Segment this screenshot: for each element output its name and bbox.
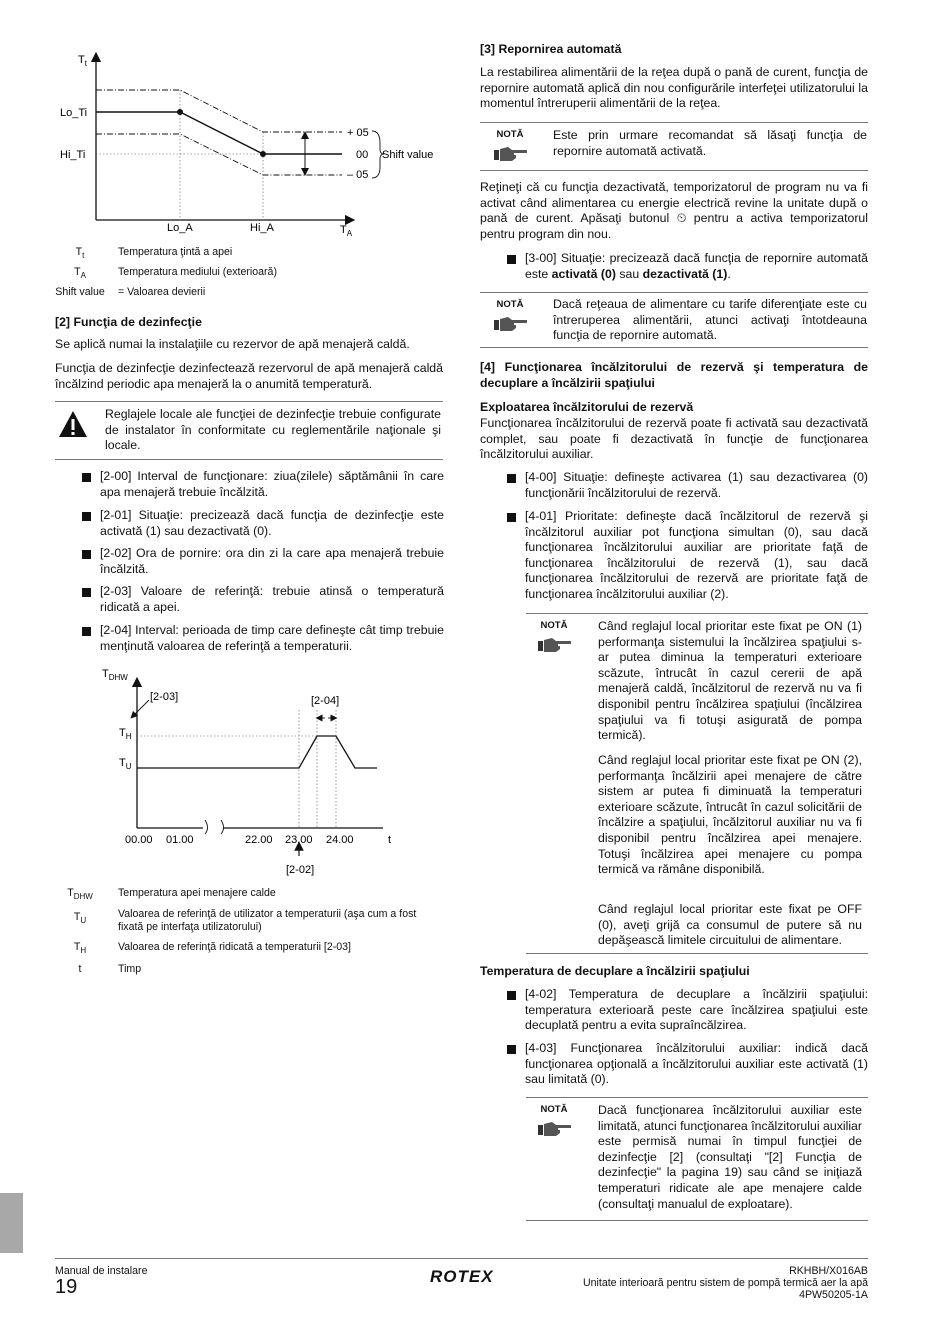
tick-22: 22.00 <box>245 834 273 846</box>
legend-text: Temperatura apei menajere calde <box>118 887 276 899</box>
legend-sym: $T_H$ <box>73 941 87 956</box>
tick-hi-a: Hi_A <box>250 222 274 234</box>
shift-plus-line <box>96 90 342 132</box>
legend-1 <box>50 246 450 306</box>
legend-text: = Valoarea devierii <box>118 286 206 298</box>
note-box <box>480 292 868 348</box>
tick-lo-a: Lo_A <box>167 222 193 234</box>
section-2-heading: [2] Funcţia de dezinfecţie <box>55 315 202 329</box>
note-label: NOTĂ <box>540 1104 568 1115</box>
y-axis-label: $T_t$ <box>78 54 87 68</box>
label-2-04: [2-04] <box>311 695 340 707</box>
paragraph: Funcţionarea încălzitorului de rezervă poate fi activată sau dezactivată complet, sau poate fi dezactivată în funcţie de funcţionarea încălzitorului auxiliar. <box>480 416 868 462</box>
label-shift-value: Shift value <box>382 149 434 161</box>
note-text: Dacă funcţionarea încălzitorului auxiliar este limitată, atunci funcţionarea încălzitorului auxiliar este permisă numai în timpul funcţiei de dezinfecţie [2] (consultaţi "[2] Funcţia de dezinfecţie" la pagina 19) sau când se iniţiază temperaturi ridicate ale ape menajere calde (consultaţi manualul de exploatare). <box>598 1103 862 1211</box>
note-label: NOTĂ <box>496 299 524 310</box>
tick-24: 24.00 <box>326 834 354 846</box>
legend-text: Valoarea de referinţă de utilizator a temperaturii (aşa cum a fost fixată pe interfaţa utilizatorului) <box>118 908 417 933</box>
disinfection-chart <box>55 660 435 885</box>
legend-sym: $T_t$ <box>75 246 85 261</box>
note-text: Dacă reţeaua de alimentare cu tarife diferenţiate este cu întreruperea alimentării, atunci activaţi întotdeauna funcţia de repornire automată. <box>553 297 867 343</box>
warning-text: Reglajele locale ale funcţiei de dezinfecţie trebuie configurate de instalator în conformitate cu reglementările naţionale şi locale. <box>105 407 441 453</box>
note-box <box>526 1097 868 1221</box>
legend-sym: $T_U$ <box>73 911 87 926</box>
footer-desc: Unitate interioară pentru sistem de pompă termică aer la apă <box>582 1277 868 1289</box>
y-axis-label: $T_{DHW}$ <box>102 668 128 682</box>
tick-23: 23.00 <box>285 834 313 846</box>
temperature-line <box>137 736 377 768</box>
paragraph: La restabilirea alimentării de la reţea după o pană de curent, funcţia de repornire automată aplică din nou configurările interfeţei utilizatorului la momentul întreruperii alimentării de la reţea. <box>480 65 868 111</box>
pointing-hand-icon <box>538 1120 572 1138</box>
pointing-hand-icon <box>494 145 528 163</box>
legend-sym: t <box>78 963 82 975</box>
point-hi <box>260 151 266 157</box>
note-text: Când reglajul local prioritar este fixat pe ON (2), performanţa încălzirii apei menajere de către sistem ar putea fi diminuată la temperaturi exterioare scăzute, întrucât în cazul solicitării de încălzire a spaţiului, încălzitorul auxiliar nu va fi disponibil pentru încălzirea apei menajere. Totuşi încălzirea apei menajere cu pompa termică va rămâne disponibilă. <box>598 753 862 877</box>
label-plus: + 05 <box>347 127 369 139</box>
tick-t: t <box>388 834 392 846</box>
footer-manual: Manual de instalare <box>55 1265 148 1277</box>
page-number: 19 <box>55 1276 78 1298</box>
legend-sym: $T_A$ <box>74 266 86 281</box>
subheading: Temperatura de decuplare a încălzirii spaţiului <box>480 964 750 978</box>
tick-hi-ti: Hi_Ti <box>60 149 86 161</box>
note-text: Când reglajul local prioritar este fixat pe ON (1) performanţa sistemului la încălzirea spaţiului s-ar putea diminua la temperaturi exterioare scăzute, întrucât în cazul cererii de apă menajeră caldă, încălzitorul de rezervă nu va fi disponibil pentru încălzirea spaţiului (încălzirea spaţiului va fi totuşi asigurată de pompa termică). <box>598 619 862 743</box>
warning-box <box>55 401 443 460</box>
shift-value-chart <box>50 45 450 245</box>
label-2-03: [2-03] <box>150 691 179 703</box>
tick-lo-ti: Lo_Ti <box>60 107 88 119</box>
warning-icon <box>58 410 88 438</box>
subheading: Exploatarea încălzitorului de rezervă <box>480 400 694 414</box>
label-2-02: [2-02] <box>286 864 315 876</box>
tick-th: $T_H$ <box>119 727 132 741</box>
legend-text: Valoarea de referinţă ridicată a temperaturii [2-03] <box>118 941 351 953</box>
legend-text: Timp <box>118 963 142 975</box>
section-4-heading: [4] Funcţionarea încălzitorului de rezervă şi temperatura de decuplare a încălzirii spaţiului <box>480 360 868 390</box>
note-box <box>480 122 868 171</box>
legend-text: Temperatura mediului (exterioară) <box>118 266 277 278</box>
legend-sym: $T_{DHW}$ <box>67 887 93 902</box>
section-3-heading: [3] Repornirea automată <box>480 42 622 56</box>
footer-rule <box>55 1258 868 1259</box>
legend-2 <box>50 887 450 982</box>
footer-code: 4PW50205-1A <box>799 1289 868 1301</box>
brand-logo: ROTEX <box>430 1267 494 1286</box>
note-text: Când reglajul local prioritar este fixat pe OFF (0), aveţi grijă ca consumul de putere să nu depăşească limitele circuitului de alimentare. <box>598 902 862 948</box>
legend-sym: Shift value <box>55 286 105 298</box>
pointing-hand-icon <box>494 315 528 333</box>
paragraph: Funcţia de dezinfecţie dezinfectează rezervorul de apă menajeră caldă încălzind periodic apa menajeră la o anumită temperatură. <box>55 361 443 391</box>
note-text: Este prin urmare recomandat să lăsaţi funcţia de repornire automată activată. <box>553 128 867 158</box>
point-lo <box>177 109 183 115</box>
note-label: NOTĂ <box>540 620 568 631</box>
footer-model: RKHBH/X016AB <box>789 1265 868 1277</box>
paragraph: Reţineţi că cu funcţia dezactivată, temporizatorul de program nu va fi activat când alimentarea cu energie electrică revine la unitate după o pană de curent. Apăsaţi butonul ⏲ pentru a activa temporizatorul pentru program din nou. <box>480 180 868 241</box>
label-zero: 00 <box>356 149 369 161</box>
side-tab <box>0 1193 23 1253</box>
note-box <box>526 613 868 954</box>
paragraph: Se aplică numai la instalaţiile cu rezervor de apă menajeră caldă. <box>55 337 410 351</box>
tick-01: 01.00 <box>166 834 194 846</box>
tick-00: 00.00 <box>125 834 153 846</box>
pointing-hand-icon <box>538 636 572 654</box>
legend-text: Temperatura ţintă a apei <box>118 246 233 258</box>
tick-tu: $T_U$ <box>119 757 132 771</box>
x-axis-label: $T_A$ <box>340 224 353 238</box>
label-minus: – 05 <box>347 169 369 181</box>
note-label: NOTĂ <box>496 129 524 140</box>
